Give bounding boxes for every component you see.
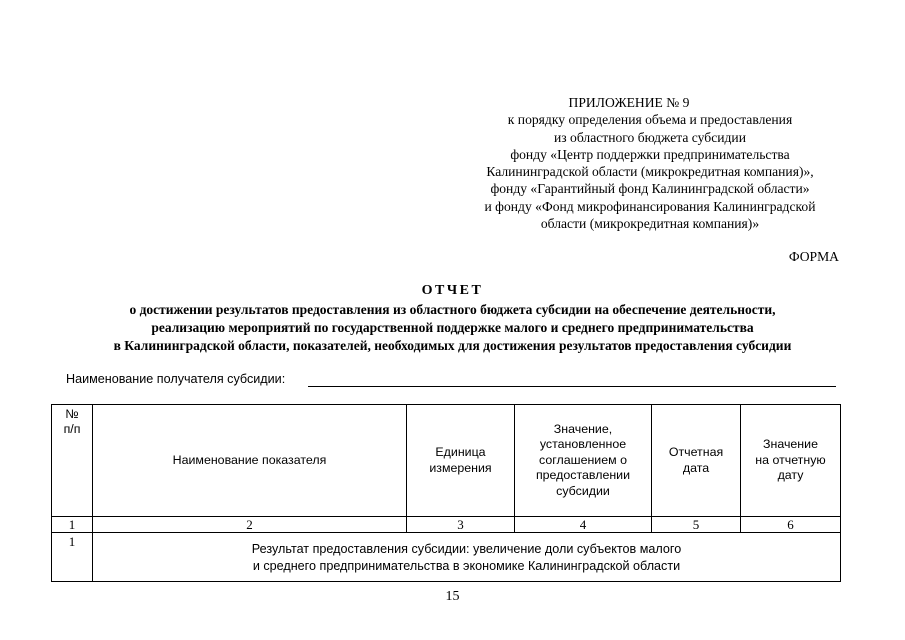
header-cell-number: № п/п (52, 405, 93, 517)
report-title: ОТЧЕТ (421, 283, 484, 298)
report-subtitle (40, 301, 865, 354)
report-table (51, 404, 841, 582)
column-number-cell: 5 (652, 517, 741, 533)
header-cell-report-date: Отчетная дата (652, 405, 741, 517)
result-line: Результат предоставления субсидии: увеличение доли субъектов малого (251, 542, 682, 556)
appendix-line: и фонду «Фонд микрофинансирования Калининградской (484, 198, 816, 214)
appendix-line: к порядку определения объема и предоставления (507, 112, 793, 128)
header-cell-agreed-value: Значение, установленное соглашением о предоставлении субсидии (515, 405, 652, 517)
page-number: 15 (445, 589, 460, 604)
table-header-row (52, 405, 841, 517)
appendix-block (440, 94, 860, 232)
header-cell-unit: Единица измерения (407, 405, 515, 517)
recipient-fill-line (308, 386, 836, 387)
appendix-line: из областного бюджета субсидии (554, 129, 746, 145)
result-line: и среднего предпринимательства в экономике Калининградской области (252, 559, 681, 573)
appendix-line: фонду «Центр поддержки предпринимательства (510, 146, 790, 162)
header-cell-value-on-date: Значение на отчетную дату (741, 405, 841, 517)
subtitle-line: реализацию мероприятий по государственной поддержке малого и среднего предпринимательства (151, 319, 754, 335)
column-number-cell: 3 (407, 517, 515, 533)
appendix-heading: ПРИЛОЖЕНИЕ № 9 (568, 95, 690, 110)
appendix-line: Калининградской области (микрокредитная компания)», (486, 164, 814, 180)
table-row (52, 533, 841, 582)
header-cell-indicator-name: Наименование показателя (93, 405, 407, 517)
subtitle-line: в Калининградской области, показателей, необходимых для достижения результатов предоставления субсидии (113, 337, 792, 353)
column-number-cell: 1 (52, 517, 93, 533)
appendix-line: фонду «Гарантийный фонд Калининградской области» (490, 181, 810, 197)
column-number-cell: 2 (93, 517, 407, 533)
form-label: ФОРМА (788, 249, 839, 264)
result-cell (93, 533, 841, 582)
subtitle-line: о достижении результатов предоставления из областного бюджета субсидии на обеспечение деятельности, (129, 302, 776, 317)
column-number-row (52, 517, 841, 533)
column-number-cell: 4 (515, 517, 652, 533)
recipient-label: Наименование получателя субсидии: (66, 372, 286, 386)
column-number-cell: 6 (741, 517, 841, 533)
appendix-line: области (микрокредитная компания)» (540, 216, 760, 232)
row-number-cell: 1 (52, 533, 93, 582)
